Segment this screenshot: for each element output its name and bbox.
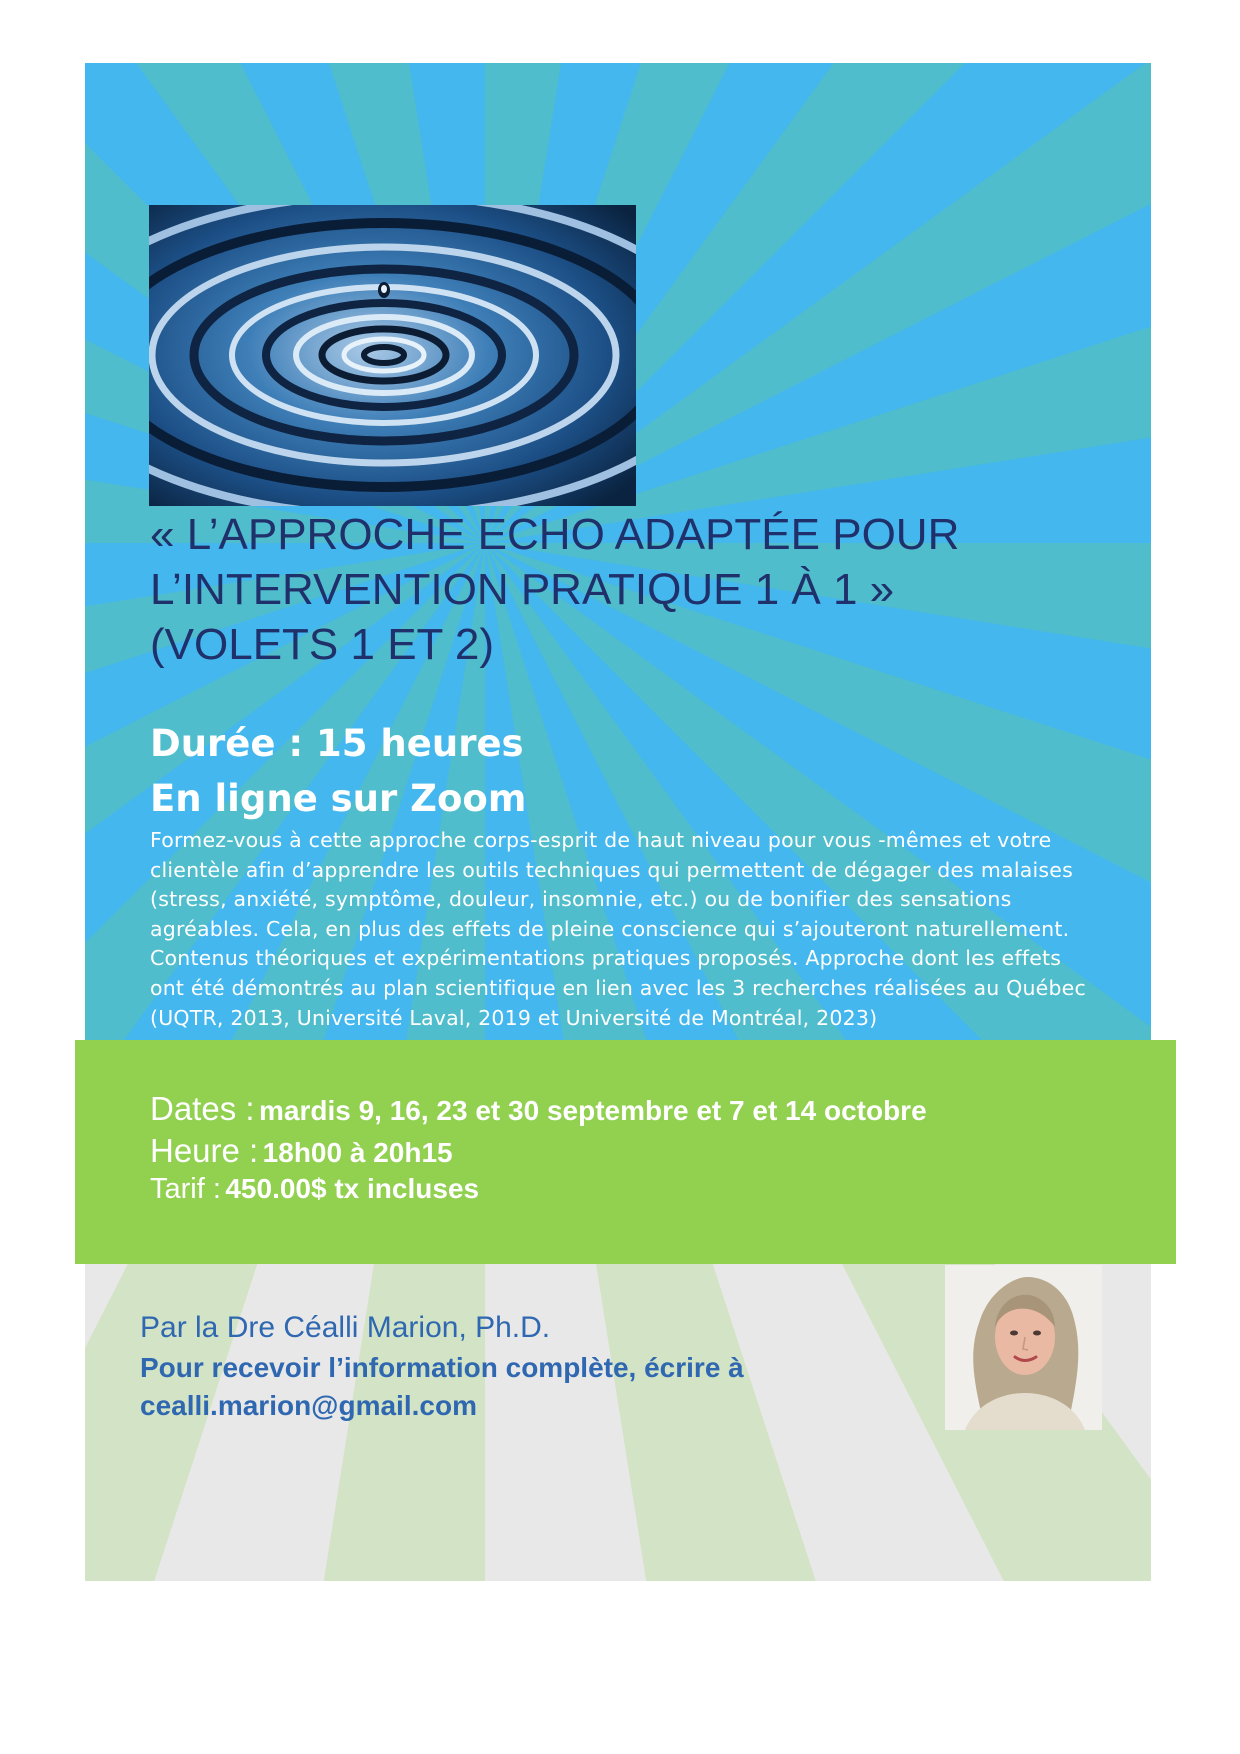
title-line-3: (VOLETS 1 ET 2) <box>150 620 494 669</box>
contact-instruction: Pour recevoir l’information complète, écrire à <box>140 1352 744 1383</box>
description-line: Formez-vous à cette approche corps-esprit de haut niveau pour vous -mêmes et votre <box>150 828 1052 852</box>
price-value: 450.00$ tx incluses <box>225 1173 480 1204</box>
author-portrait <box>945 1265 1102 1430</box>
time-label: Heure : <box>150 1132 259 1169</box>
author-name: Par la Dre Céalli Marion, Ph.D. <box>140 1311 551 1344</box>
contact-email[interactable]: cealli.marion@gmail.com <box>140 1390 477 1421</box>
course-description <box>150 826 1100 1033</box>
dates-value: mardis 9, 16, 23 et 30 septembre et 7 et 14 octobre <box>259 1095 927 1126</box>
price-label: Tarif : <box>150 1173 221 1205</box>
course-title <box>150 507 1050 672</box>
dates-line <box>150 1090 927 1128</box>
description-line: (UQTR, 2013, Université Laval, 2019 et Université de Montréal, 2023) <box>150 1005 878 1030</box>
title-line-2: L’INTERVENTION PRATIQUE 1 À 1 » <box>150 565 895 614</box>
price-line <box>150 1173 479 1206</box>
duration-heading: Durée : 15 heures <box>150 722 524 765</box>
description-line: Contenus théoriques et expérimentations pratiques proposés. Approche dont les effets <box>150 946 1062 971</box>
description-line: ont été démontrés au plan scientifique en lien avec les 3 recherches réalisées au Québec <box>150 975 1086 1000</box>
title-line-1: « L’APPROCHE ECHO ADAPTÉE POUR <box>150 510 960 559</box>
description-line: agréables. Cela, en plus des effets de pleine conscience qui s’ajouteront naturellement. <box>150 916 1070 941</box>
time-line <box>150 1132 453 1170</box>
online-heading: En ligne sur Zoom <box>150 777 527 820</box>
time-value: 18h00 à 20h15 <box>262 1137 453 1168</box>
dates-label: Dates : <box>150 1090 255 1127</box>
water-drop-photo <box>149 205 636 506</box>
description-line: clientèle afin d’apprendre les outils techniques qui permettent de dégager des malaises <box>150 857 1073 882</box>
description-line: (stress, anxiété, symptôme, douleur, insomnie, etc.) ou de bonifier des sensations <box>150 887 1012 912</box>
